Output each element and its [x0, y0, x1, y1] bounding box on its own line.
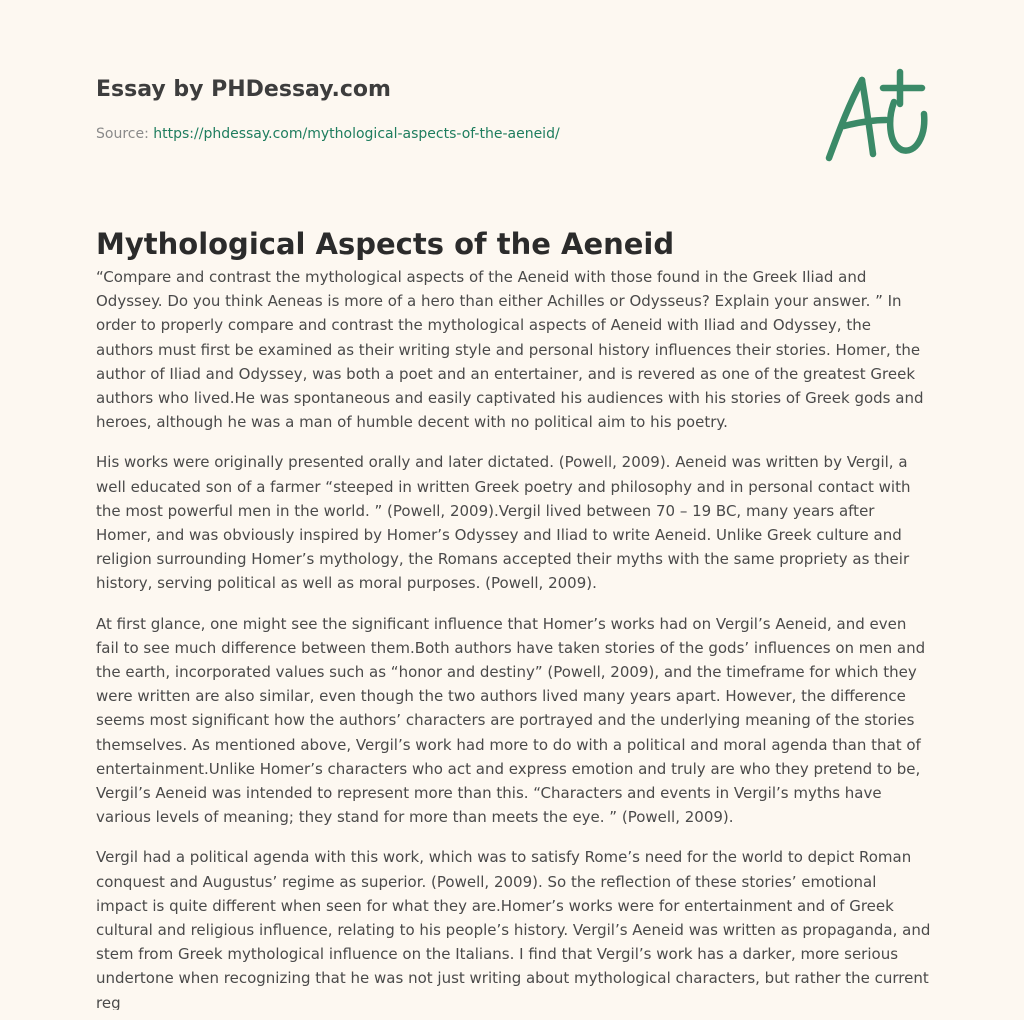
a-plus-logo-icon [816, 64, 936, 170]
article-paragraph: “Compare and contrast the mythological aspects of the Aeneid with those found in the Greek Iliad and Odyssey. Do you think Aeneas is more of a hero than either Achilles or Odysseus? Explain your answer. ” In order to properly compare and contrast the mythological aspects of Aeneid with Iliad and Odyssey, the authors must first be examined as their writing style and personal history influences their stories. Homer, the author of Iliad and Odyssey, was both a poet and an entertainer, and is revered as one of the greatest Greek authors who lived.He was spontaneous and easily captivated his audiences with his stories of Greek gods and heroes, although he was a man of humble decent with no political aim to his poetry. [96, 268, 924, 432]
page-header [96, 76, 796, 144]
article-body [96, 265, 932, 1010]
article-paragraph: His works were originally presented orally and later dictated. (Powell, 2009). Aeneid was written by Vergil, a well educated son of a farmer “steeped in written Greek poetry and philosophy and in personal contact with the most powerful men in the world. ” (Powell, 2009).Vergil lived between 70 – 19 BC, many years after Homer, and was obviously inspired by Homer’s Odyssey and Iliad to write Aeneid. Unlike Greek culture and religion surrounding Homer’s mythology, the Romans accepted their myths with the same propriety as their history, serving political as well as moral purposes. (Powell, 2009). [96, 453, 911, 593]
source-link[interactable]: https://phdessay.com/mythological-aspects-of-the-aeneid/ [153, 126, 560, 142]
article-title: Mythological Aspects of the Aeneid [96, 227, 675, 261]
site-brand: Essay by PHDessay.com [96, 77, 391, 102]
source-label: Source: [96, 126, 154, 142]
article-paragraph: At first glance, one might see the significant influence that Homer’s works had on Vergil’s Aeneid, and even fail to see much difference between them.Both authors have taken stories of the gods’ influences on men and the earth, incorporated values such as “honor and destiny” (Powell, 2009), and the timeframe for which they were written are also similar, even though the two authors lived many years apart. However, the difference seems most significant how the authors’ characters are portrayed and the underlying meaning of the stories themselves. As mentioned above, Vergil’s work had more to do with a political and moral agenda than that of entertainment.Unlike Homer’s characters who act and express emotion and truly are who they pretend to be, Vergil’s Aeneid was intended to represent more than this. “Characters and events in Vergil’s myths have various levels of meaning; they stand for more than meets the eye. ” (Powell, 2009). [96, 614, 926, 827]
source-line [96, 124, 796, 144]
article-paragraph: Vergil had a political agenda with this work, which was to satisfy Rome’s need for the world to depict Roman conquest and Augustus’ regime as superior. (Powell, 2009). So the reflection of these stories’ emotional impact is quite different when seen for what they are.Homer’s works were for entertainment and of Greek cultural and religious influence, relating to his people’s history. Vergil’s Aeneid was written as propaganda, and stem from Greek mythological influence on the Italians. I find that Vergil’s work has a darker, more serious undertone when recognizing that he was not just writing about mythological characters, but rather the current reg [96, 848, 931, 1010]
